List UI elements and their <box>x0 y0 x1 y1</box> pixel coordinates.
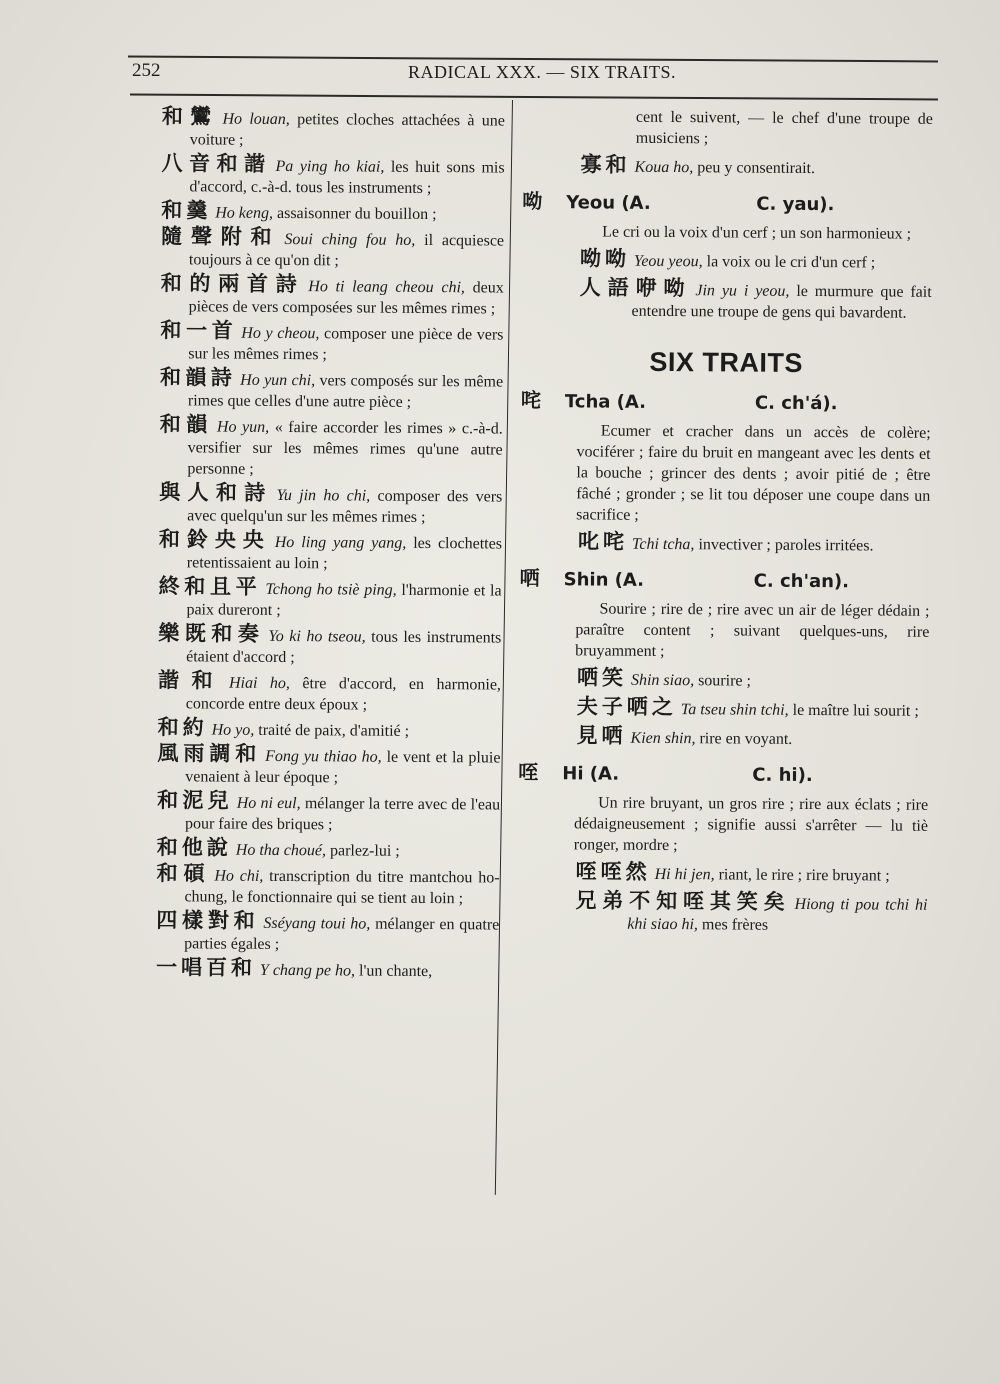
subentry: 寡和 Koua ho, peu y consentirait. <box>580 152 816 178</box>
headword-yeou: 呦 Yeou (A. C. yau). <box>522 188 835 216</box>
headword-tcha: 咤 Tcha (A. C. ch'á). <box>520 387 838 415</box>
subentry: 叱咤 Tchi tcha, invectiver ; paroles irritées. <box>577 529 874 555</box>
entry: 和的兩首詩 Ho ti leang cheou chi, deux pièces de vers composées sur les mêmes rimes ; <box>160 271 504 318</box>
subentry: 夫子哂之 Ta tseu shin tchi, le maître lui sourit ; <box>576 694 919 720</box>
subentry: 見哂 Kien shin, rire en voyant. <box>576 723 793 748</box>
entry: 隨聲附和 Soui ching fou ho, il acquiesce toujours à ce qu'on dit ; <box>161 224 505 270</box>
subentry: 兄弟不知咥其笑矣 Hiong ti pou tchi hi khi siao hi, mes frères <box>575 888 928 934</box>
right-column <box>517 106 933 943</box>
subentry: 呦呦 Yeou yeou, la voix ou le cri d'un cerf ; <box>579 246 876 272</box>
entry: 諧和 Hiai ho, être d'accord, en harmonie, concorde entre deux époux ; <box>157 668 502 714</box>
entry: 和鸞 Ho louan, petites cloches attachées à une voiture ; <box>161 104 505 149</box>
entry: 和碩 Ho chi, transcription du titre mantchou ho-chung, le fonctionnaire qui se tient au loin ; <box>156 861 500 908</box>
headword-hi: 咥 Hi (A. C. hi). <box>518 759 813 787</box>
definition: Le cri ou la voix d'un cerf ; un son harmonieux ; <box>602 223 912 243</box>
section-title: SIX TRAITS <box>649 346 804 378</box>
entry: 一唱百和 Y chang pe ho, l'un chante, <box>155 955 433 981</box>
entry: 八音和諧 Pa ying ho kiai, les huit sons mis d'accord, c.-à-d. tous les instruments ; <box>161 151 505 198</box>
entry: 四樣對和 Sséyang toui ho, mélanger en quatre parties égales ; <box>156 908 500 953</box>
header-rule-bottom <box>130 94 938 101</box>
page-header <box>128 48 938 100</box>
entry: 和一首 Ho y cheou, composer une pièce de vers sur les mêmes rimes ; <box>160 318 504 364</box>
entry: 樂既和奏 Yo ki ho tseou, tous les instruments étaient d'accord ; <box>158 621 502 667</box>
running-head: RADICAL XXX. — SIX TRAITS. <box>408 62 677 82</box>
subentry: 人語咿呦 Jin yu i yeou, le murmure que fait entendre une troupe de gens qui bavardent. <box>579 275 932 322</box>
subentry: 哂笑 Shin siao, sourire ; <box>576 665 752 690</box>
entry: 和羹 Ho keng, assaisonner du bouillon ; <box>161 198 437 224</box>
continuation-text: cent le suivent, — le chef d'une troupe de musiciens ; <box>635 108 933 148</box>
entry: 和約 Ho yo, traité de paix, d'amitié ; <box>157 715 410 740</box>
left-column <box>134 106 505 986</box>
entry: 和泥兒 Ho ni eul, mélanger la terre avec de l'eau pour faire des briques ; <box>157 788 501 834</box>
entry: 終和且平 Tchong ho tsiè ping, l'harmonie et la paix dureront ; <box>158 574 502 619</box>
definition: Sourire ; rire de ; rire avec un air de léger dédain ; paraître content ; suivant quelques-uns, rire bruyamment ; <box>575 600 930 661</box>
definition: Ecumer et cracher dans un accès de colère; vociférer ; faire du bruit en mangeant avec les dents et la bouche ; grincer des dents ; avoir pitié de ; être fâché ; gronder ; se lit tou déposer une coupe dans un sacrifice ; <box>576 422 931 524</box>
definition: Un rire bruyant, un gros rire ; rire aux éclats ; rire dédaigneusement ; signifie aussi s'arrêter — lu tiè ronger, mordre ; <box>573 794 929 855</box>
entry: 和他說 Ho tha choué, parlez-lui ; <box>156 835 400 860</box>
subentry: 咥咥然 Hi hi jen, riant, le rire ; rire bruyant ; <box>575 859 890 885</box>
entry: 和韻 Ho yun, « faire accorder les rimes » c.-à-d. versifier sur les mêmes rimes qu'une autre personne ; <box>159 412 503 478</box>
entry: 和鈴央央 Ho ling yang yang, les clochettes retentissaient au loin ; <box>158 527 503 573</box>
entry: 風雨調和 Fong yu thiao ho, le vent et la pluie venaient à leur époque ; <box>157 741 501 787</box>
page-number: 252 <box>132 60 161 81</box>
headword-shin: 哂 Shin (A. C. ch'an). <box>519 565 850 593</box>
entry: 和韻詩 Ho yun chi, vers composés sur les même rimes que celles d'une autre pièce ; <box>160 365 504 411</box>
entry: 與人和詩 Yu jin ho chi, composer des vers avec quelqu'un sur les mêmes rimes ; <box>159 480 503 527</box>
